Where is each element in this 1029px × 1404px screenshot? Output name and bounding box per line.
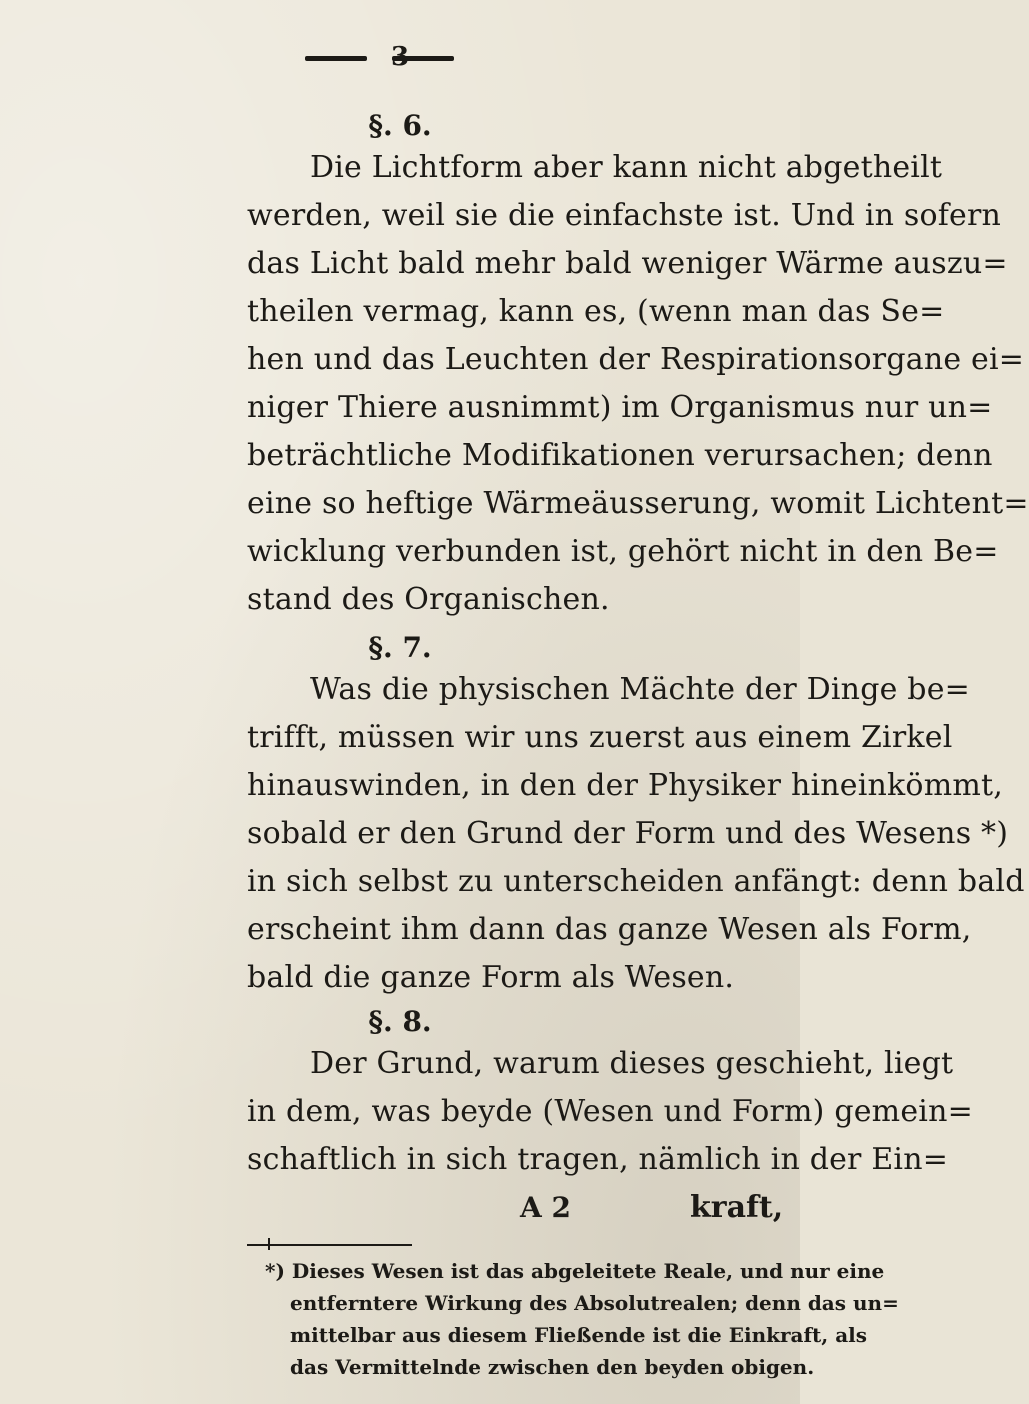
footnote-rule-tick	[268, 1238, 270, 1250]
text-line: in sich selbst zu unterscheiden anfängt: denn bald	[247, 864, 1025, 899]
text-line: theilen vermag, kann es, (wenn man das Se=	[247, 294, 945, 329]
text-line: Die Lichtform aber kann nicht abgetheilt	[310, 150, 943, 185]
text-line: in dem, was beyde (Wesen und Form) gemein=	[247, 1094, 973, 1129]
catchword: kraft,	[690, 1190, 784, 1225]
footnote-rule	[247, 1244, 412, 1246]
text-line: Der Grund, warum dieses geschieht, liegt	[310, 1046, 954, 1081]
section-heading-6: §. 6.	[368, 109, 432, 142]
signature-mark: A 2	[520, 1191, 571, 1224]
text-line: erscheint ihm dann das ganze Wesen als Form,	[247, 912, 972, 947]
text-line: sobald er den Grund der Form und des Wesens *)	[247, 816, 1009, 851]
header-ornament-right	[392, 56, 454, 61]
footnote-line: *) Dieses Wesen ist das abgeleitete Reale, und nur eine	[265, 1259, 885, 1283]
text-line: beträchtliche Modifikationen verursachen; denn	[247, 438, 993, 473]
text-line: hinauswinden, in den der Physiker hineinkömmt,	[247, 768, 1003, 803]
text-line: hen und das Leuchten der Respirationsorgane ei=	[247, 342, 1025, 377]
text-line: das Licht bald mehr bald weniger Wärme auszu=	[247, 246, 1008, 281]
text-line: bald die ganze Form als Wesen.	[247, 960, 735, 995]
footnote-line: das Vermittelnde zwischen den beyden obigen.	[290, 1355, 815, 1379]
text-line: wicklung verbunden ist, gehört nicht in den Be=	[247, 534, 999, 569]
text-line: werden, weil sie die einfachste ist. Und in sofern	[247, 198, 1002, 233]
text-line: niger Thiere ausnimmt) im Organismus nur un=	[247, 390, 993, 425]
footnote-line: entferntere Wirkung des Absolutrealen; denn das un=	[290, 1291, 899, 1315]
section-heading-7: §. 7.	[368, 631, 432, 664]
text-line: Was die physischen Mächte der Dinge be=	[310, 672, 970, 707]
footnote-line: mittelbar aus diesem Fließende ist die Einkraft, als	[290, 1323, 868, 1347]
text-line: stand des Organischen.	[247, 582, 610, 617]
text-line: trifft, müssen wir uns zuerst aus einem Zirkel	[247, 720, 953, 755]
text-line: schaftlich in sich tragen, nämlich in der Ein=	[247, 1142, 949, 1177]
section-heading-8: §. 8.	[368, 1005, 432, 1038]
text-line: eine so heftige Wärmeäusserung, womit Lichtent=	[247, 486, 1029, 521]
